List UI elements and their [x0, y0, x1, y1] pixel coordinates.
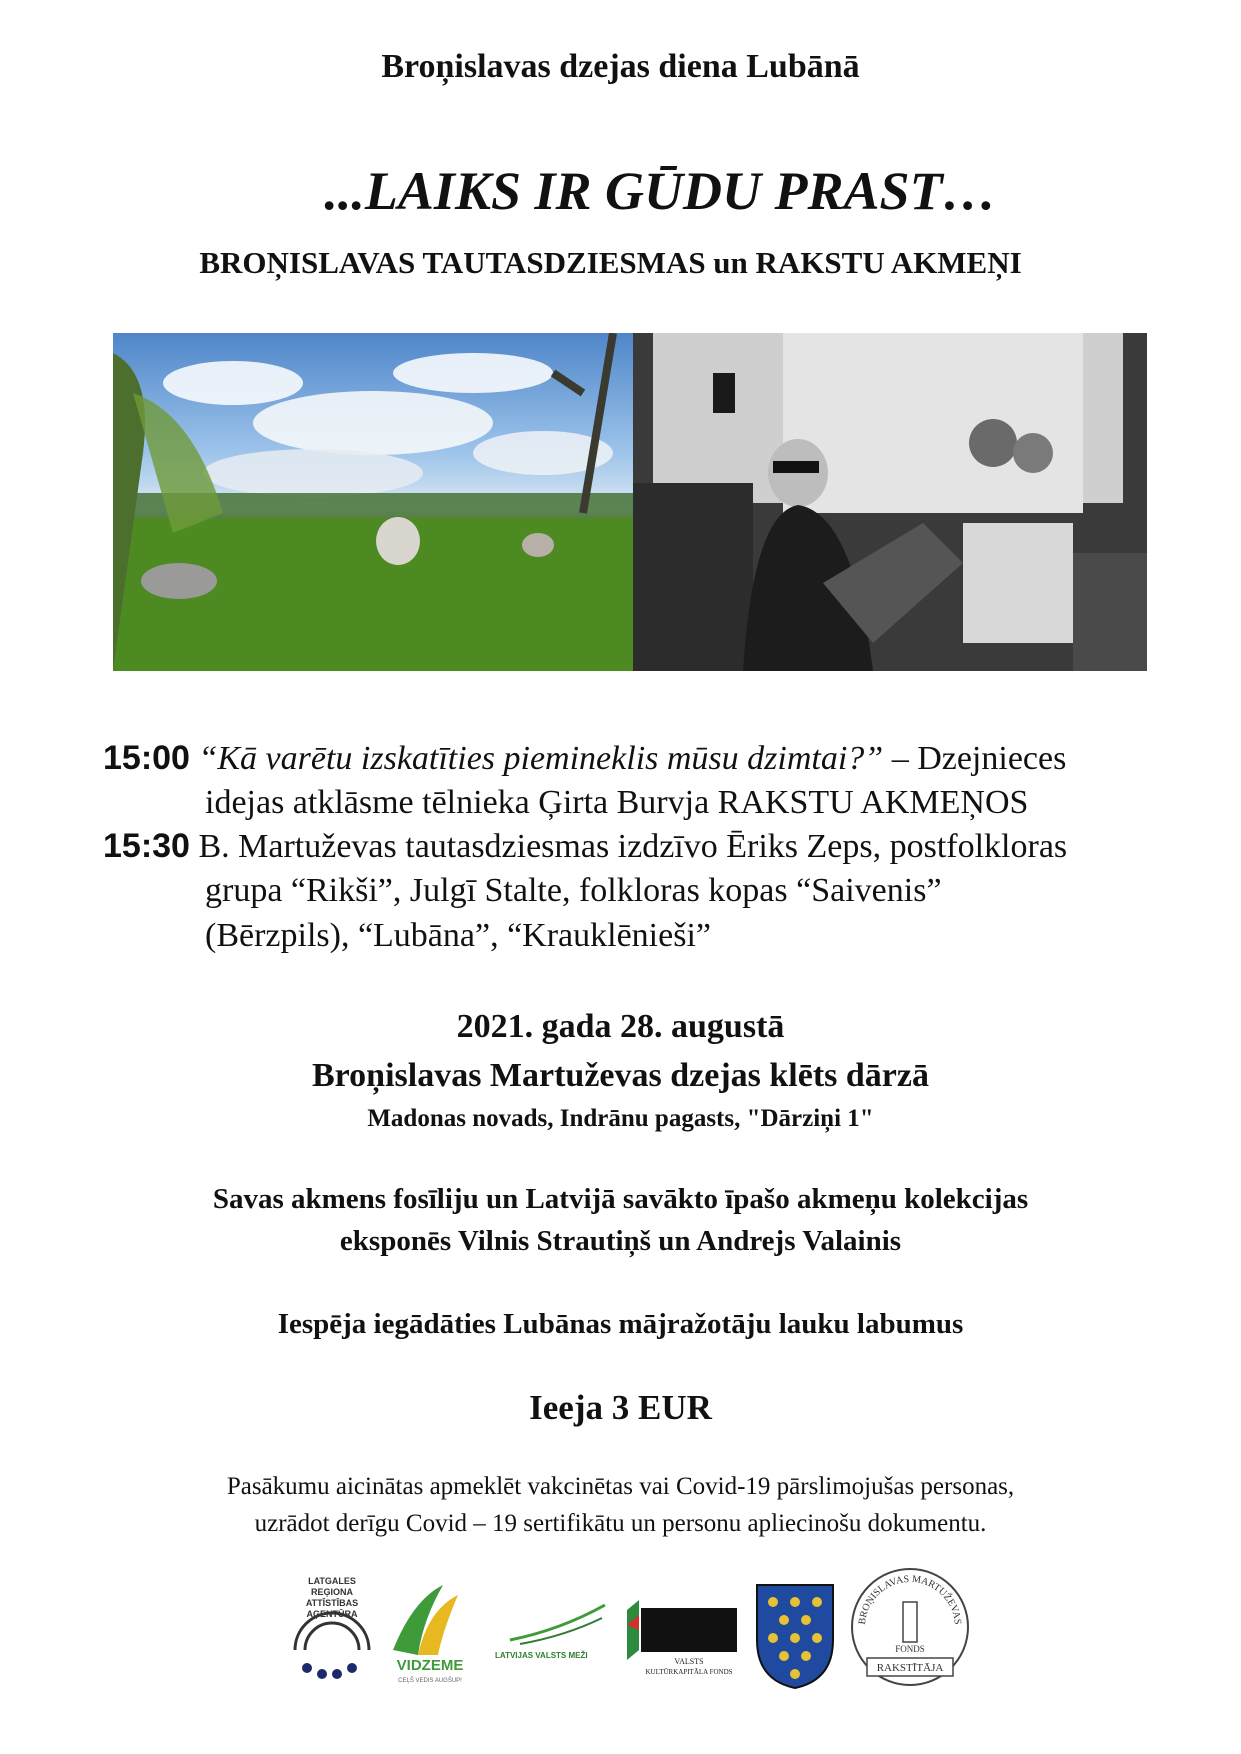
- entry-fee: Ieeja 3 EUR: [529, 1388, 712, 1427]
- schedule-item-1-line-2: idejas atklāsme tēlnieka Ģirta Burvja RAKSTU AKMEŅOS: [205, 784, 1029, 821]
- covid-notice-line-1: Pasākumu aicinātas apmeklēt vakcinētas vai Covid-19 pārslimojušas personas,: [226, 1473, 1015, 1500]
- schedule-item-2-line-2: grupa “Rikši”, Julgī Stalte, folkloras kopas “Saivenis”: [205, 872, 942, 909]
- lvm-logo: [490, 1570, 610, 1690]
- latgale-figures-icon: [302, 1663, 357, 1679]
- latgale-text-2: REĢIONA: [310, 1587, 354, 1597]
- vidzeme-text: VIDZEME: [396, 1657, 464, 1674]
- vkkf-logo: [625, 1570, 740, 1690]
- lubana-crest-logo: [755, 1570, 835, 1690]
- latgale-text-3: ATTĪSTĪBAS: [305, 1598, 359, 1608]
- event-address: Madonas novads, Indrānu pagasts, "Dārziņi 1": [367, 1105, 874, 1132]
- fund-top-text: BROŅISLAVAS MARTUŽEVAS: [856, 1573, 963, 1626]
- headline: ...LAIKS IR GŪDU PRAST…: [324, 161, 997, 221]
- vkkf-text-2: KULTŪRKAPITĀLA FONDS: [645, 1668, 733, 1676]
- market-note: Iespēja iegādāties Lubānas mājražotāju lauku labumus: [277, 1308, 964, 1340]
- martuzeva-fund-logo: [845, 1570, 975, 1690]
- fund-bottom-text: RAKSTĪTĀJA: [876, 1662, 944, 1674]
- latgale-text-1: LATGALES: [308, 1576, 356, 1586]
- schedule-item-2-line-3: (Bērzpils), “Lubāna”, “Krauklēnieši”: [205, 917, 711, 954]
- vidzeme-logo: [383, 1570, 478, 1690]
- stone-field-photo: [113, 333, 633, 671]
- schedule-text: B. Martuževas tautasdziesmas izdzīvo Ēriks Zeps, postfolkloras: [189, 828, 1068, 865]
- latgale-text-4: AĢENTŪRA: [306, 1609, 358, 1619]
- covid-notice-line-2: uzrādot derīgu Covid – 19 sertifikātu un personu apliecinošu dokumentu.: [254, 1510, 987, 1537]
- poet-portrait-image: [633, 333, 1147, 671]
- schedule-text: – Dzejnieces: [883, 740, 1067, 777]
- poet-portrait-photo: [633, 333, 1147, 671]
- subtitle: BROŅISLAVAS TAUTASDZIESMAS un RAKSTU AKMEŅI: [199, 245, 1022, 280]
- schedule-time: 15:00: [103, 739, 190, 777]
- fund-mid-text: FONDS: [895, 1644, 925, 1654]
- latgale-agency-logo: [285, 1570, 380, 1690]
- schedule-item-1: [103, 736, 1183, 781]
- event-venue: Broņislavas Martuževas dzejas klēts dārzā: [312, 1057, 929, 1094]
- collection-line-2: eksponēs Vilnis Strautiņš un Andrejs Valainis: [339, 1225, 902, 1257]
- schedule-item-2: [103, 824, 1183, 869]
- event-date: 2021. gada 28. augustā: [456, 1008, 785, 1045]
- schedule-quote: “Kā varētu izskatīties piemineklis mūsu dzimtai?”: [198, 740, 884, 777]
- stone-field-image: [113, 333, 633, 671]
- vidzeme-tagline: CEĻŠ VEDIS AUGŠUP!: [398, 1678, 462, 1684]
- event-name: Broņislavas dzejas diena Lubānā: [381, 48, 860, 85]
- lvm-text: LATVIJAS VALSTS MEŽI: [495, 1651, 588, 1660]
- collection-line-1: Savas akmens fosīliju un Latvijā savākto īpašo akmeņu kolekcijas: [212, 1183, 1029, 1215]
- vkkf-text-1: VALSTS: [674, 1657, 704, 1666]
- schedule-time: 15:30: [103, 827, 190, 865]
